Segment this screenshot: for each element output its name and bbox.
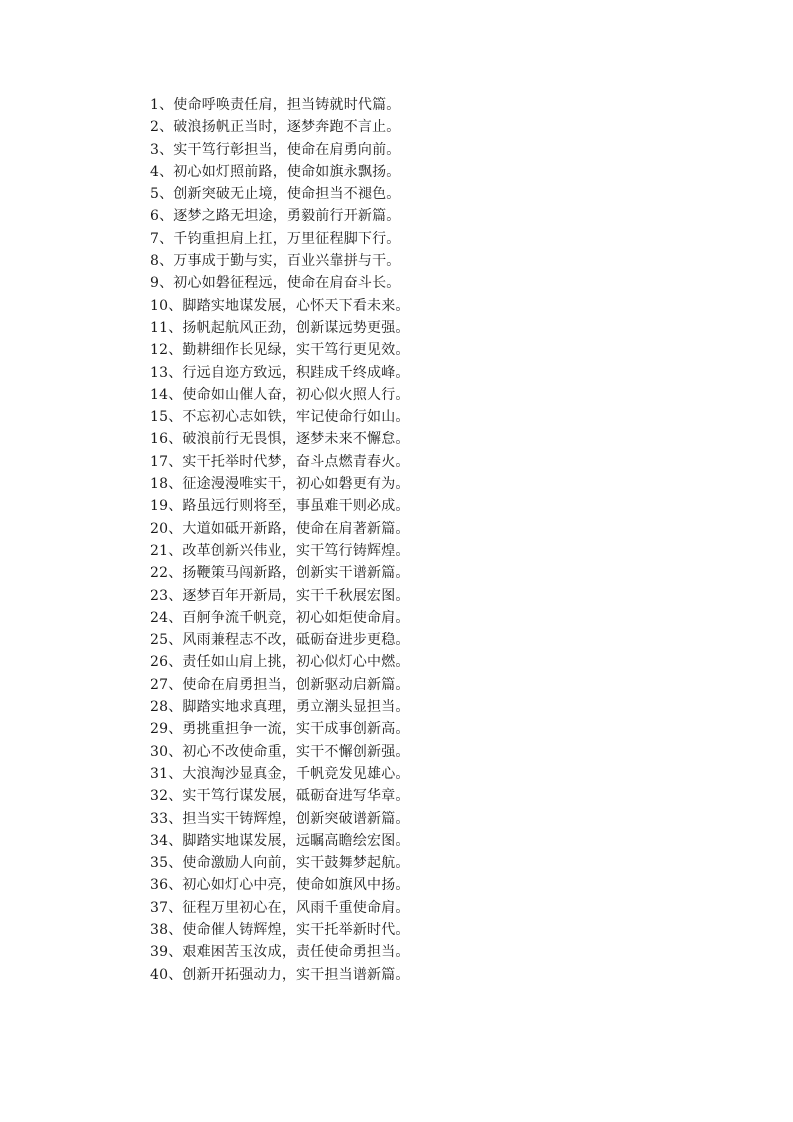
- slogan-line: 5、创新突破无止境，使命担当不褪色。: [150, 186, 401, 203]
- slogan-line: 21、改革创新兴伟业，实干笃行铸辉煌。: [150, 542, 410, 559]
- slogan-line: 32、实干笃行谋发展，砥砺奋进写华章。: [150, 788, 410, 805]
- slogan-line: 13、行远自迩方致远，积跬成千终成峰。: [150, 364, 410, 381]
- slogan-line: 38、使命催人铸辉煌，实干托举新时代。: [150, 921, 410, 938]
- slogan-line: 35、使命激励人向前，实干鼓舞梦起航。: [150, 855, 410, 872]
- slogan-line: 6、逐梦之路无坦途，勇毅前行开新篇。: [150, 208, 401, 225]
- slogan-line: 29、勇挑重担争一流，实干成事创新高。: [150, 721, 410, 738]
- slogan-line: 11、扬帆起航风正劲，创新谋远势更强。: [150, 319, 410, 336]
- slogan-line: 3、实干笃行彰担当，使命在肩勇向前。: [150, 141, 401, 158]
- slogan-line: 10、脚踏实地谋发展，心怀天下看未来。: [150, 297, 410, 314]
- slogan-line: 28、脚踏实地求真理，勇立潮头显担当。: [150, 699, 410, 716]
- slogan-line: 2、破浪扬帆正当时，逐梦奔跑不言止。: [150, 119, 401, 136]
- slogan-line: 33、担当实干铸辉煌，创新突破谱新篇。: [150, 810, 410, 827]
- slogan-line: 25、风雨兼程志不改，砥砺奋进步更稳。: [150, 632, 410, 649]
- slogan-line: 18、征途漫漫唯实干，初心如磐更有为。: [150, 476, 410, 493]
- slogan-line: 40、创新开拓强动力，实干担当谱新篇。: [150, 966, 410, 983]
- slogan-line: 26、责任如山肩上挑，初心似灯心中燃。: [150, 654, 410, 671]
- slogan-line: 23、逐梦百年开新局，实干千秋展宏图。: [150, 587, 410, 604]
- slogan-line: 14、使命如山催人奋，初心似火照人行。: [150, 386, 410, 403]
- slogan-line: 12、勤耕细作长见绿，实干笃行更见效。: [150, 342, 410, 359]
- slogan-list: [150, 94, 770, 986]
- slogan-line: 1、使命呼唤责任肩，担当铸就时代篇。: [150, 97, 401, 113]
- slogan-line: 39、艰难困苦玉汝成，责任使命勇担当。: [150, 944, 410, 961]
- slogan-line: 36、初心如灯心中亮，使命如旗风中扬。: [150, 877, 410, 894]
- slogan-line: 16、破浪前行无畏惧，逐梦未来不懈怠。: [150, 431, 410, 448]
- slogan-line: 17、实干托举时代梦，奋斗点燃青春火。: [150, 453, 410, 470]
- slogan-line: 30、初心不改使命重，实干不懈创新强。: [150, 743, 410, 760]
- slogan-line: 31、大浪淘沙显真金，千帆竞发见雄心。: [150, 765, 410, 782]
- slogan-line: 24、百舸争流千帆竞，初心如炬使命肩。: [150, 609, 410, 626]
- slogan-line: 9、初心如磐征程远，使命在肩奋斗长。: [150, 275, 401, 292]
- slogan-line: 20、大道如砥开新路，使命在肩著新篇。: [150, 520, 410, 537]
- slogan-line: 27、使命在肩勇担当，创新驱动启新篇。: [150, 676, 410, 693]
- slogan-line: 37、征程万里初心在，风雨千重使命肩。: [150, 899, 410, 916]
- slogan-line: 4、初心如灯照前路，使命如旗永飘扬。: [150, 163, 401, 180]
- slogan-line: 8、万事成于勤与实，百业兴靠拼与干。: [150, 253, 401, 270]
- slogan-line: 34、脚踏实地谋发展，远瞩高瞻绘宏图。: [150, 832, 410, 849]
- slogan-line: 7、千钧重担肩上扛，万里征程脚下行。: [150, 230, 401, 247]
- slogan-line: 22、扬鞭策马闯新路，创新实干谱新篇。: [150, 565, 410, 582]
- slogan-line: 15、不忘初心志如铁，牢记使命行如山。: [150, 409, 410, 426]
- slogan-line: 19、路虽远行则将至，事虽难干则必成。: [150, 498, 410, 515]
